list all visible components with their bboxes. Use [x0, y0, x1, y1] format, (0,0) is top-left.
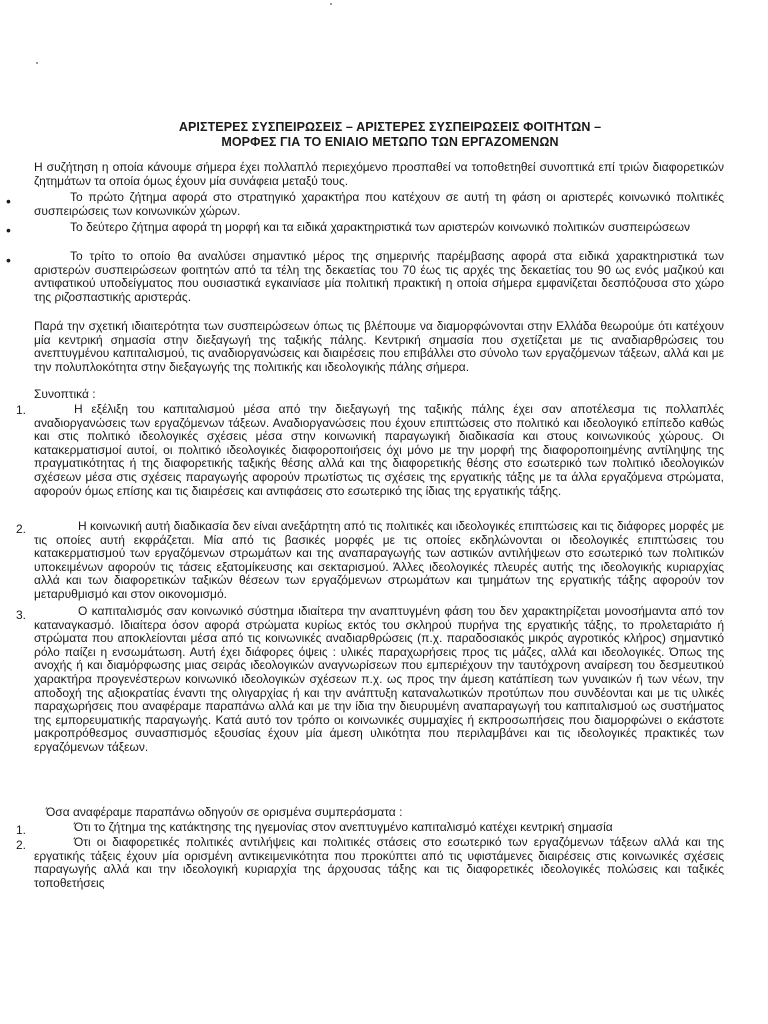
summary-label: Συνοπτικά :: [34, 387, 96, 401]
list-number: 3.: [16, 608, 27, 622]
bullet-item-3: Το τρίτο το οποίο θα αναλύσει σημαντικό μέρος της σημερινής παρέμβασης αφορά στα ειδικά χαρακτηριστικά των αριστερών συσπειρώσεων φοιτητών από τα τέλη της δεκαετίας του 70 έως τις αρχές της δεκαετίας του 90 ως ενός μαζικού και αντιφατικού υποδείγματος που ουσιαστικά εγκαινίασε μία πολιτική πρακτική η οποία σήμερα εμφανίζεται δεσπόζουσα στο χώρο της ριζοσπαστικής αριστεράς.: [34, 249, 724, 304]
list-number: 1.: [16, 403, 27, 417]
bullet-item-1: Το πρώτο ζήτημα αφορά στο στρατηγικό χαρακτήρα που κατέχουν σε αυτή τη φάση οι αριστερές κοινωνικό πολιτικές συσπειρώσεις των κοινωνικών χώρων.: [34, 190, 724, 218]
list-number: 2.: [16, 522, 27, 536]
document-title-line-1: ΑΡΙΣΤΕΡΕΣ ΣΥΣΠΕΙΡΩΣΕΙΣ – ΑΡΙΣΤΕΡΕΣ ΣΥΣΠΕΙΡΩΣΕΙΣ ΦΟΙΤΗΤΩΝ –: [178, 120, 602, 134]
document-title-line-2: ΜΟΡΦΕΣ ΓΙΑ ΤΟ ΕΝΙΑΙΟ ΜΕΤΩΠΟ ΤΩΝ ΕΡΓΑΖΟΜΕΝΩΝ: [221, 135, 559, 149]
bullet-marker: •: [6, 193, 11, 209]
list-number: 1.: [16, 823, 27, 837]
intro-paragraph: Η συζήτηση η οποία κάνουμε σήμερα έχει πολλαπλό περιεχόμενο προσπαθεί να τοποθετηθεί συνοπτικά επί τριών διαφορετικών ζητημάτων τα οποία όμως έχουν μία συνάφεια μεταξύ τους.: [34, 160, 724, 188]
numbered-item-1: Η εξέλιξη του καπιταλισμού μέσα από την διεξαγωγή της ταξικής πάλης έχει σαν αποτέλεσμα τις πολλαπλές αναδιοργανώσεις των εργαζόμενων τάξεων. Αναδιοργανώσεις που έχουν επιπτώσεις στο πολιτικό και ιδεολογικό επίπεδο καθώς και στις πολιτικό ιδεολογικές σχέσεις μέσα στην κοινωνική παραγωγική διαδικασία και στους κοινωνικούς χώρους. Οι κατακερματισμοί αυτοί, οι πολιτικό ιδεολογικές διαφοροποιήσεις όχι μόνο με την μορφή της διαφοροποιημένης αντίληψης της πραγματικότητας ή της διαφορετικής ταξικής θέσης αλλά και της διαφορετικής θέσης στο εσωτερικό των πολιτικό ιδεολογικών σχέσεων μέσα στις σχέσεις παραγωγής αφορούν πρωτίστως τις σχέσεις της εργατικής τάξης με τα άλλα εργαζόμενα στρώματα, αφορούν όμως επίσης και τις διαιρέσεις και αντιφάσεις στο εσωτερικό της ίδιας της εργατικής τάξης.: [34, 402, 724, 498]
conclusion-intro: Όσα αναφέραμε παραπάνω οδηγούν σε ορισμένα συμπεράσματα :: [46, 805, 403, 819]
bullet-marker: •: [6, 222, 11, 238]
list-number: 2.: [16, 838, 27, 852]
scan-speck: [36, 62, 38, 64]
bullet-item-2: Το δεύτερο ζήτημα αφορά τη μορφή και τα ειδικά χαρακτηριστικά των αριστερών κοινωνικό πολιτικών συσπειρώσεων: [70, 220, 690, 234]
conclusion-item-2: Ότι οι διαφορετικές πολιτικές αντιλήψεις και πολιτικές στάσεις στο εσωτερικό των εργαζόμενων τάξεων αλλά και της εργατικής τάξεις έχουν μία ορισμένη αντικειμενικότητα που προκύπτει από τις υφιστάμενες διαιρέσεις στις κοινωνικές σχέσεις παραγωγής αλλά και την ιδεολογική κυριαρχία της άρχουσας τάξης και τις διαφορετικές ιδεολογικές πολώσεις και ταξικές τοποθετήσεις: [34, 835, 724, 890]
bullet-marker: •: [6, 252, 11, 268]
conclusion-item-1: Ότι το ζήτημα της κατάκτησης της ηγεμονίας στον ανεπτυγμένο καπιταλισμό κατέχει κεντρική σημασία: [74, 820, 613, 834]
scan-speck: [330, 3, 332, 5]
numbered-item-2: Η κοινωνική αυτή διαδικασία δεν είναι ανεξάρτητη από τις πολιτικές και ιδεολογικές επιπτώσεις και τις διάφορες μορφές με τις οποίες αυτή εκφράζεται. Μία από τις βασικές μορφές με τις οποίες εκδηλώνονται οι ιδεολογικές επιπτώσεις του κατακερματισμού των εργαζόμενων στρωμάτων και της αναπαραγωγής των αστικών αντιλήψεων στο εσωτερικό των πολιτικών υποκειμένων αφορούν τις τάσεις εξατομίκευσης και σεκταρισμού. Άλλες ιδεολογικές πλευρές αυτής της ιδεολογικής κυριαρχίας αλλά και των διαφορετικών ταξικών θέσεων των εργαζόμενων στρωμάτων και τμημάτων της εργατικής τάξης αφορούν τον μεταρυθμισμό και στον οικονομισμό.: [34, 519, 724, 601]
numbered-item-3: Ο καπιταλισμός σαν κοινωνικό σύστημα ιδιαίτερα την αναπτυγμένη φάση του δεν χαρακτηρίζεται μονοσήμαντα από τον καταναγκασμό. Ιδιαίτερα όσον αφορά στρώματα κυρίως εκτός του σκληρού πυρήνα της εργατικής τάξης, το προλεταριάτο ή στρώματα που αποκλείονται μέσα από τις κοινωνικές αναδιαρθρώσεις (π.χ. παραδοσιακός μικρός αγροτικός κλήρος) σημαντικό ρόλο παίζει η ενσωμάτωση. Αυτή έχει διάφορες όψεις : υλικές παραχωρήσεις προς τις μάζες, αλλά και ιδεολογικές. Όπως της ανοχής ή και διαμόρφωσης μιας σειράς ιδεολογικών αναγνωρίσεων που εμπεριέχουν την ταυτόχρονη αναίρεση του δεσμευτικού χαρακτήρα προγενέστερων κοινωνικό ιδεολογικών σχέσεων π.χ. ως προς την άμεση κατάπίεση των γυναικών ή των νέων, την αποδοχή της αξιοκρατίας έναντι της ολιγαρχίας ή και την ανάπτυξη καταναλωτικών προτύπων που συνδέονται και με τις υλικές παραχωρήσεις που αναφέραμε παραπάνω αλλά και με την ίδια την διευρυμένη αναπαραγωγή του καπιταλισμού ως συστήματος της εμπορευματικής παραγωγής. Κατά αυτό τον τρόπο οι κοινωνικές συμμαχίες ή εκπροσωπήσεις που διαμορφώνει ο εκάστοτε μακροπρόθεσμος συνασπισμός εξουσίας έχουν μία άμεση υλικότητα που περιλαμβάνει και τις ιδεολογικές πρακτικές των εργαζόμενων τάξεων.: [34, 604, 724, 754]
context-paragraph: Παρά την σχετική ιδιαιτερότητα των συσπειρώσεων όπως τις βλέπουμε να διαμορφώνονται στην Ελλάδα θεωρούμε ότι κατέχουν μία κεντρική σημασία στην διεξαγωγή της ταξικής πάλης. Κεντρική σημασία που σχετίζεται με τις αναδιαρθρώσεις του ανεπτυγμένου καπιταλισμού, τις αναδιοργανώσεις και διαιρέσεις που επιβάλλει στο σύνολο των εργαζόμενων τάξεων, αλλά και με την πολυπλοκότητα στην διεξαγωγής της πολιτικής και ιδεολογικής πάλης σήμερα.: [34, 319, 724, 374]
